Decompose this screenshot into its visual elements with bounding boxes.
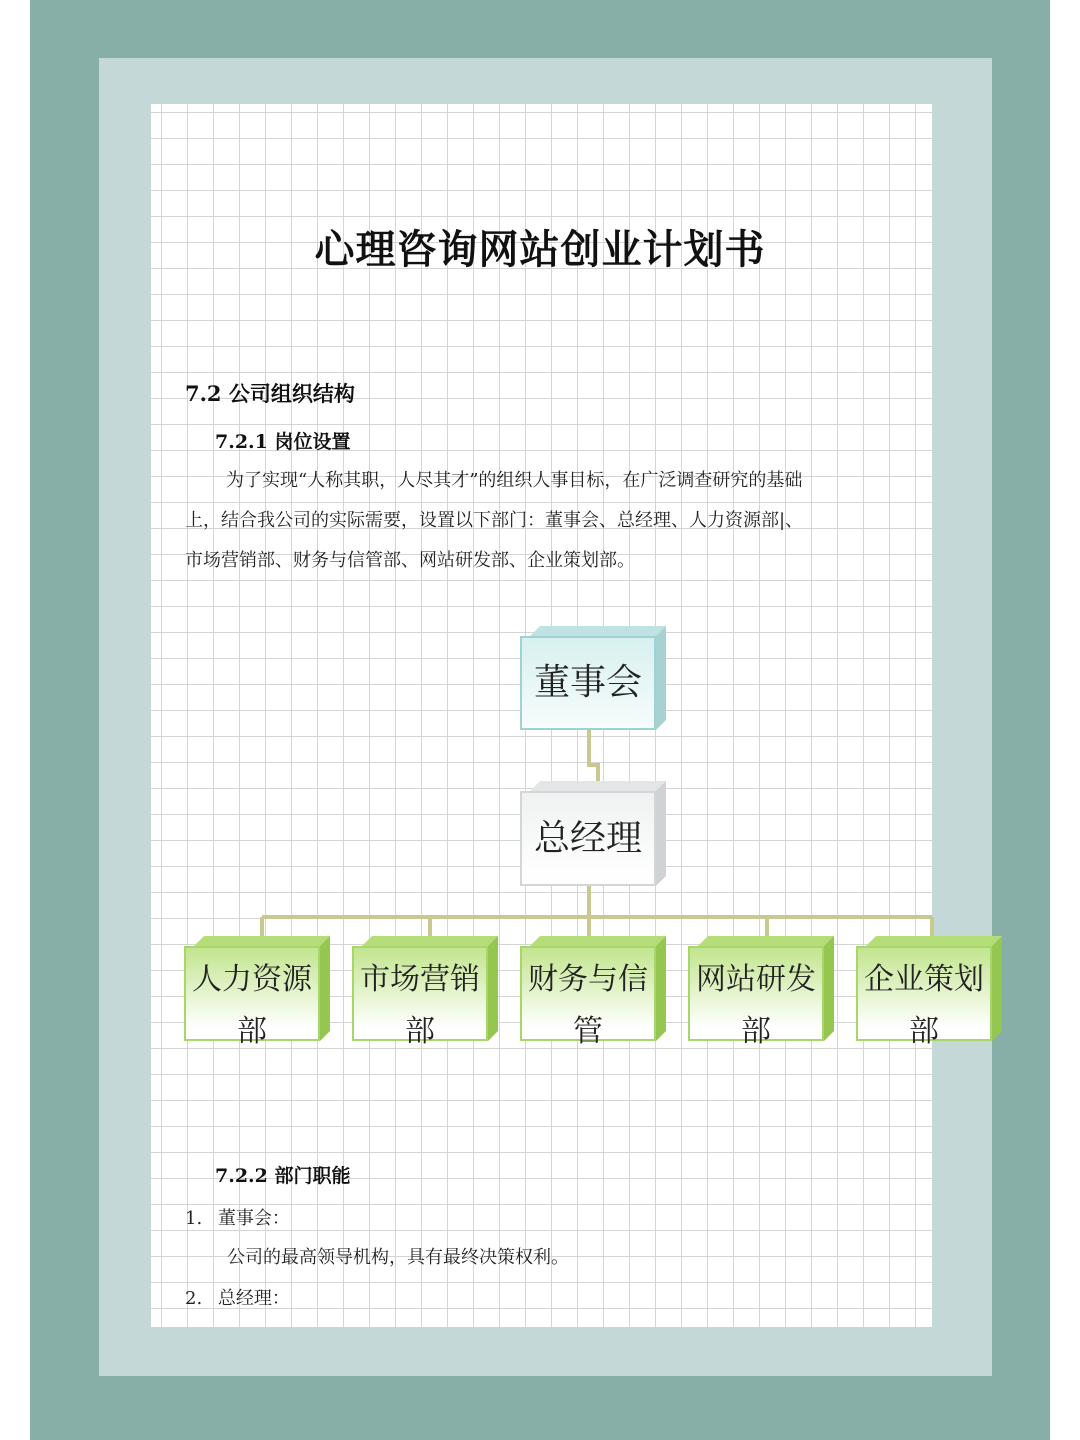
dept-label-line2: 管 xyxy=(573,1014,603,1049)
dept-label-line1: 市场营销 xyxy=(360,962,480,997)
section-heading: 7.2 公司组织结构 xyxy=(185,381,355,406)
org-node-finance-department xyxy=(520,936,666,1049)
org-node-marketing-department xyxy=(352,936,498,1049)
org-node-planning-department xyxy=(856,936,1002,1049)
duty-item-general-manager xyxy=(185,1284,290,1310)
org-node-hr-department xyxy=(184,936,330,1049)
subsection-heading-positions: 7.2.1 岗位设置 xyxy=(215,431,351,453)
dept-label-line2: 部 xyxy=(237,1014,267,1049)
org-node-general-manager xyxy=(520,781,666,886)
subsection-heading-duties: 7.2.2 部门职能 xyxy=(215,1165,351,1187)
org-node-general-manager-label: 总经理 xyxy=(520,791,656,886)
dept-label-line2: 部 xyxy=(741,1014,771,1049)
duty-description-board: 公司的最高领导机构，具有最终决策权利。 xyxy=(227,1247,569,1268)
duty-number: 1. xyxy=(185,1208,203,1229)
duty-item-board xyxy=(185,1204,290,1230)
dept-label-line1: 财务与信 xyxy=(528,962,648,997)
dept-label-line1: 人力资源 xyxy=(192,962,312,997)
dept-label-line1: 企业策划 xyxy=(864,962,984,997)
dept-label-line2: 部 xyxy=(405,1014,435,1049)
duty-label: 总经理： xyxy=(217,1288,290,1309)
org-node-board-label: 董事会 xyxy=(520,636,656,730)
org-node-web-dev-department xyxy=(688,936,834,1049)
paragraph-line: 市场营销部、财务与信管部、网站研发部、企业策划部。 xyxy=(185,550,635,571)
org-node-board xyxy=(520,626,666,730)
document-title: 心理咨询网站创业计划书 xyxy=(314,226,766,273)
paragraph-line: 上，结合我公司的实际需要，设置以下部门：董事会、总经理、人力资源部|、 xyxy=(185,510,804,531)
intro-paragraph xyxy=(185,461,900,581)
dept-label-line1: 网站研发 xyxy=(696,962,816,997)
duty-label: 董事会： xyxy=(217,1208,290,1229)
paragraph-line: 为了实现“人称其职，人尽其才”的组织人事目标，在广泛调查研究的基础 xyxy=(226,470,803,491)
duty-number: 2. xyxy=(185,1288,203,1309)
dept-label-line2: 部 xyxy=(909,1014,939,1049)
